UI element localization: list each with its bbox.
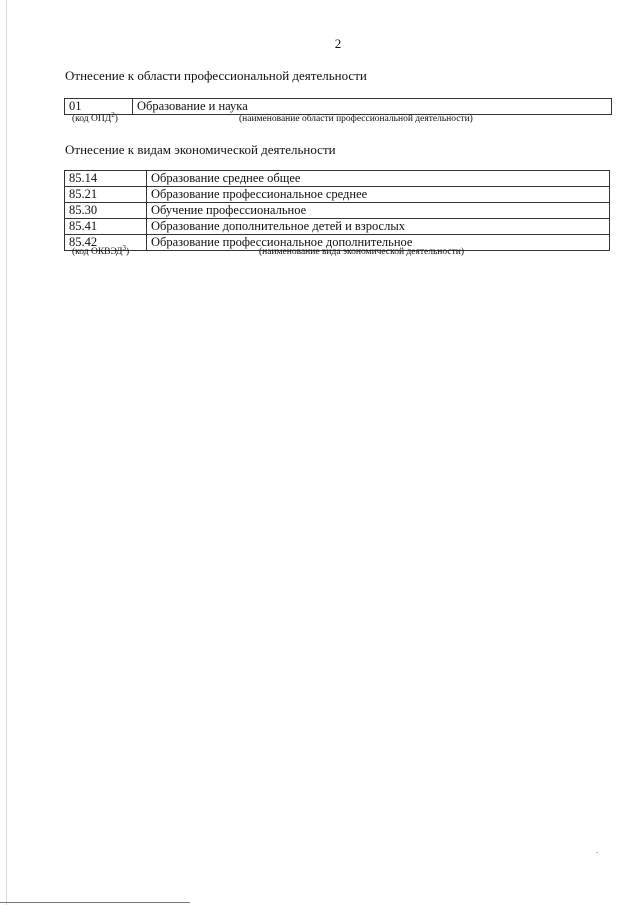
opd-code-caption-text: (код ОПД bbox=[72, 114, 112, 124]
caption-close-paren: ) bbox=[125, 247, 130, 257]
okved-code-cell: 85.30 bbox=[65, 203, 147, 219]
okved-name-cell: Образование среднее общее bbox=[147, 171, 610, 187]
okved-name-caption: (наименование вида экономической деятельности) bbox=[259, 247, 464, 257]
okved-table bbox=[64, 170, 610, 251]
opd-table bbox=[64, 98, 612, 115]
table-row bbox=[65, 99, 612, 115]
footnote-mark: 2 bbox=[111, 110, 115, 119]
opd-name-caption: (наименование области профессиональной деятельности) bbox=[239, 114, 473, 124]
footnote-mark: 3 bbox=[122, 243, 126, 252]
okved-code-cell: 85.42 bbox=[65, 235, 147, 251]
okved-name-cell: Образование профессиональное дополнительное bbox=[147, 235, 610, 251]
okved-section-heading: Отнесение к видам экономической деятельности bbox=[65, 142, 336, 157]
okved-name-cell: Образование дополнительное детей и взрослых bbox=[147, 219, 610, 235]
page-number: 2 bbox=[334, 36, 342, 51]
table-row bbox=[65, 187, 610, 203]
okved-code-cell: 85.21 bbox=[65, 187, 147, 203]
opd-code-cell: 01 bbox=[65, 99, 133, 115]
okved-name-cell: Образование профессиональное среднее bbox=[147, 187, 610, 203]
table-row bbox=[65, 203, 610, 219]
opd-section-heading: Отнесение к области профессиональной деятельности bbox=[65, 68, 367, 83]
scan-edge-line bbox=[6, 0, 7, 905]
scan-edge-line bbox=[0, 902, 190, 903]
okved-code-cell: 85.41 bbox=[65, 219, 147, 235]
okved-code-caption bbox=[72, 243, 130, 257]
caption-close-paren: ) bbox=[114, 114, 118, 124]
scan-speck bbox=[596, 852, 598, 853]
table-row bbox=[65, 219, 610, 235]
okved-name-cell: Обучение профессиональное bbox=[147, 203, 610, 219]
okved-code-cell: 85.14 bbox=[65, 171, 147, 187]
table-row bbox=[65, 171, 610, 187]
opd-code-caption bbox=[72, 110, 118, 124]
opd-name-cell: Образование и наука bbox=[133, 99, 612, 115]
okved-code-caption-text: (код ОКВЭД bbox=[72, 247, 123, 257]
